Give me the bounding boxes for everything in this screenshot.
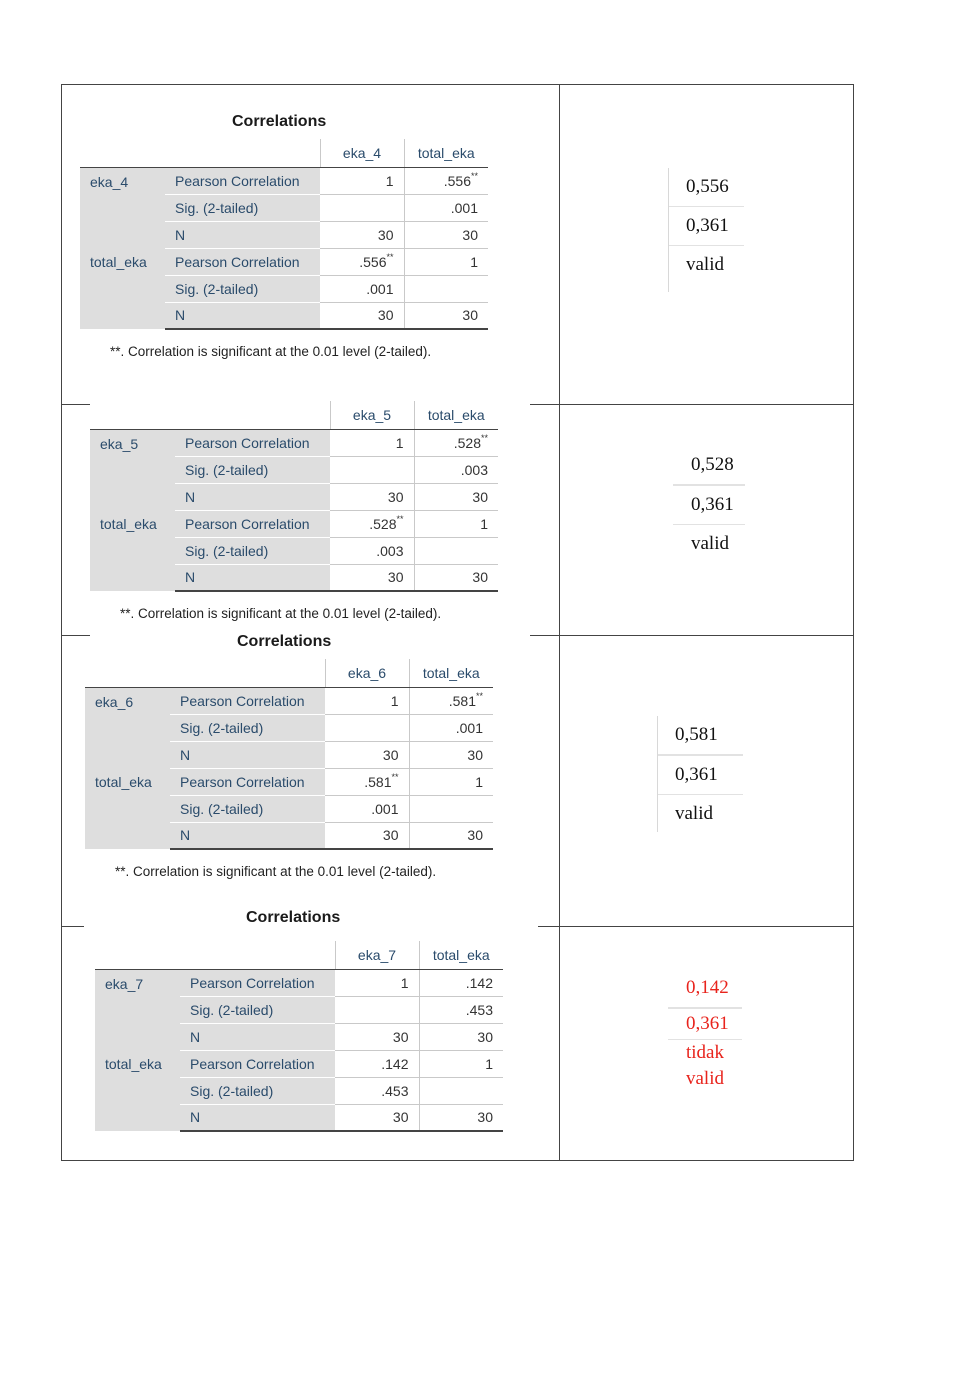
cell-sig: .001	[325, 795, 409, 822]
cell-n: 30	[404, 221, 488, 248]
validity-status: valid	[691, 533, 729, 554]
cell-r-self: 1	[330, 429, 414, 456]
r-value: 0,142	[668, 969, 742, 1008]
validity-status: valid	[675, 803, 713, 824]
col-header-var: eka_4	[320, 139, 404, 167]
spss-output-eka-5	[90, 400, 530, 636]
stat-n: N	[180, 1104, 335, 1131]
correlation-table	[80, 139, 488, 330]
cell-r-self: 1	[409, 768, 493, 795]
col-header-var: eka_5	[330, 401, 414, 429]
r-value: 0,528	[673, 446, 745, 485]
col-header-total: total_eka	[414, 401, 498, 429]
cell-sig: .003	[414, 456, 498, 483]
r-table: 0,361	[673, 485, 745, 525]
cell-r-self: 1	[404, 248, 488, 275]
cell-sig: .001	[320, 275, 404, 302]
row-header-var: eka_6	[85, 687, 170, 768]
stat-pearson: Pearson Correlation	[165, 248, 320, 275]
correlations-title: Correlations	[246, 909, 341, 926]
cell-n: 30	[419, 1023, 503, 1050]
cell-r: .556**	[320, 248, 404, 275]
significance-footnote: **. Correlation is significant at the 0.01 level (2-tailed).	[120, 606, 442, 621]
cell-n: 30	[320, 302, 404, 329]
frame-bottom	[61, 1160, 853, 1161]
stat-sig: Sig. (2-tailed)	[165, 194, 320, 221]
stat-pearson: Pearson Correlation	[170, 768, 325, 795]
stat-pearson: Pearson Correlation	[165, 167, 320, 194]
stat-pearson: Pearson Correlation	[180, 969, 335, 996]
cell-r: .142	[335, 1050, 419, 1077]
r-value: 0,581	[657, 716, 743, 755]
significance-footnote: **. Correlation is significant at the 0.01 level (2-tailed).	[115, 864, 437, 879]
frame-right	[853, 84, 854, 1161]
cell-r: .556**	[404, 167, 488, 194]
cell-r: .528**	[414, 429, 498, 456]
cell-sig: .001	[409, 714, 493, 741]
cell-sig: .453	[335, 1077, 419, 1104]
correlations-title: Correlations	[232, 113, 327, 130]
result-eka-4	[668, 168, 744, 284]
stat-sig: Sig. (2-tailed)	[165, 275, 320, 302]
cell-n: 30	[335, 1104, 419, 1131]
cell-r-self: 1	[325, 687, 409, 714]
r-table: 0,361	[668, 207, 744, 246]
cell-r-self: 1	[320, 167, 404, 194]
stat-sig: Sig. (2-tailed)	[175, 537, 330, 564]
cell-sig: .003	[330, 537, 414, 564]
stat-n: N	[170, 741, 325, 768]
col-header-total: total_eka	[409, 659, 493, 687]
significance-footnote: **. Correlation is significant at the 0.01 level (2-tailed).	[110, 344, 432, 359]
cell-sig: .453	[419, 996, 503, 1023]
cell-r-self: 1	[335, 969, 419, 996]
stat-pearson: Pearson Correlation	[175, 510, 330, 537]
correlation-table	[95, 941, 503, 1132]
cell-sig: .001	[404, 194, 488, 221]
stat-pearson: Pearson Correlation	[175, 429, 330, 456]
spss-output-eka-4	[62, 85, 558, 403]
cell-n: 30	[404, 302, 488, 329]
cell-r: .142	[419, 969, 503, 996]
row-header-total: total_eka	[90, 510, 175, 591]
r-table: 0,361	[657, 755, 743, 795]
spss-output-eka-7	[84, 909, 538, 1160]
cell-n: 30	[335, 1023, 419, 1050]
correlation-table	[85, 659, 493, 850]
col-header-total: total_eka	[419, 941, 503, 969]
stat-n: N	[180, 1023, 335, 1050]
row-header-total: total_eka	[95, 1050, 180, 1131]
validity-status-line-1: tidak	[686, 1042, 724, 1063]
row-header-var: eka_7	[95, 969, 180, 1050]
cell-r: .528**	[330, 510, 414, 537]
stat-sig: Sig. (2-tailed)	[170, 795, 325, 822]
cell-n: 30	[409, 741, 493, 768]
result-eka-5	[673, 446, 745, 563]
stat-sig: Sig. (2-tailed)	[170, 714, 325, 741]
cell-n: 30	[330, 564, 414, 591]
validity-status: valid	[686, 254, 724, 275]
r-table: 0,361	[668, 1008, 742, 1040]
row-header-total: total_eka	[85, 768, 170, 849]
result-eka-7	[668, 969, 742, 1092]
row-header-var: eka_4	[80, 167, 165, 248]
result-eka-6	[657, 716, 743, 833]
col-header-total: total_eka	[404, 139, 488, 167]
row-header-var: eka_5	[90, 429, 175, 510]
stat-n: N	[175, 483, 330, 510]
correlations-title: Correlations	[237, 633, 332, 650]
cell-n: 30	[320, 221, 404, 248]
stat-n: N	[175, 564, 330, 591]
cell-n: 30	[325, 822, 409, 849]
stat-sig: Sig. (2-tailed)	[175, 456, 330, 483]
stat-pearson: Pearson Correlation	[170, 687, 325, 714]
stat-n: N	[170, 822, 325, 849]
validity-status-line-2: valid	[686, 1068, 724, 1089]
col-header-var: eka_7	[335, 941, 419, 969]
cell-r: .581**	[409, 687, 493, 714]
cell-n: 30	[325, 741, 409, 768]
stat-n: N	[165, 302, 320, 329]
cell-r-self: 1	[414, 510, 498, 537]
cell-n: 30	[419, 1104, 503, 1131]
stat-n: N	[165, 221, 320, 248]
cell-r-self: 1	[419, 1050, 503, 1077]
cell-n: 30	[414, 483, 498, 510]
spss-output-eka-6	[62, 633, 545, 925]
stat-sig: Sig. (2-tailed)	[180, 1077, 335, 1104]
stat-pearson: Pearson Correlation	[180, 1050, 335, 1077]
frame-divider	[559, 84, 560, 1161]
r-value: 0,556	[668, 168, 744, 207]
correlation-table	[90, 401, 498, 592]
stat-sig: Sig. (2-tailed)	[180, 996, 335, 1023]
cell-r: .581**	[325, 768, 409, 795]
cell-n: 30	[414, 564, 498, 591]
col-header-var: eka_6	[325, 659, 409, 687]
row-header-total: total_eka	[80, 248, 165, 329]
cell-n: 30	[330, 483, 414, 510]
cell-n: 30	[409, 822, 493, 849]
